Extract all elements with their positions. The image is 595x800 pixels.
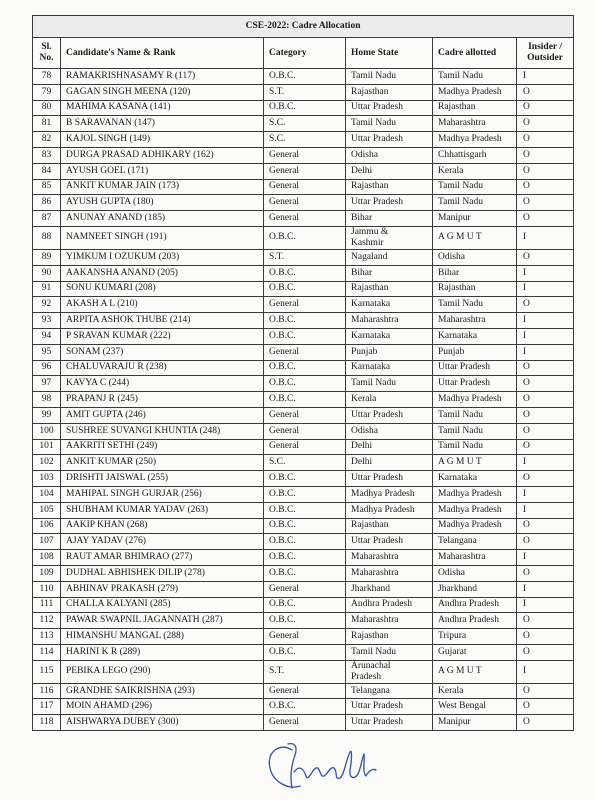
candidate-name-cell: YIMKUM I OZUKUM (203)	[61, 249, 264, 265]
cadre-allotted-cell: Madhya Pradesh	[433, 518, 517, 534]
home-state-cell: Uttar Pradesh	[346, 534, 433, 550]
insider-outsider-cell: O	[517, 116, 574, 132]
home-state-cell: Rajasthan	[346, 518, 433, 534]
insider-outsider-cell: I	[517, 581, 574, 597]
home-state-cell: Odisha	[346, 423, 433, 439]
category-cell: O.B.C.	[264, 502, 346, 518]
home-state-cell: Delhi	[346, 439, 433, 455]
table-row	[33, 581, 574, 597]
header-cadre-allotted: Cadre allotted	[433, 38, 517, 69]
home-state-cell: Tamil Nadu	[346, 69, 433, 85]
insider-outsider-cell: O	[517, 534, 574, 550]
table-row	[33, 455, 574, 471]
sl-no-cell: 78	[33, 69, 61, 85]
table-row	[33, 550, 574, 566]
category-cell: O.B.C.	[264, 226, 346, 249]
home-state-cell: Delhi	[346, 455, 433, 471]
sl-no-cell: 94	[33, 328, 61, 344]
candidate-name-cell: MAHIMA KASANA (141)	[61, 100, 264, 116]
cadre-allotted-cell: Tamil Nadu	[433, 195, 517, 211]
insider-outsider-cell: O	[517, 179, 574, 195]
category-cell: General	[264, 407, 346, 423]
candidate-name-cell: DUDHAL ABHISHEK DILIP (278)	[61, 565, 264, 581]
table-row	[33, 344, 574, 360]
category-cell: O.B.C.	[264, 550, 346, 566]
home-state-cell: Kerala	[346, 392, 433, 408]
cadre-allotted-cell: Tamil Nadu	[433, 179, 517, 195]
home-state-cell: Telangana	[346, 683, 433, 699]
candidate-name-cell: KAVYA C (244)	[61, 376, 264, 392]
insider-outsider-cell: O	[517, 439, 574, 455]
cadre-allotted-cell: Tamil Nadu	[433, 297, 517, 313]
sl-no-cell: 100	[33, 423, 61, 439]
home-state-cell: Uttar Pradesh	[346, 471, 433, 487]
insider-outsider-cell: I	[517, 597, 574, 613]
cadre-allotted-cell: Tamil Nadu	[433, 423, 517, 439]
home-state-cell: Jharkhand	[346, 581, 433, 597]
home-state-cell: Maharashtra	[346, 313, 433, 329]
insider-outsider-cell: O	[517, 407, 574, 423]
home-state-cell: Tamil Nadu	[346, 116, 433, 132]
candidate-name-cell: ANUNAY ANAND (185)	[61, 211, 264, 227]
home-state-cell: Madhya Pradesh	[346, 486, 433, 502]
sl-no-cell: 87	[33, 211, 61, 227]
table-row	[33, 407, 574, 423]
candidate-name-cell: HIMANSHU MANGAL (288)	[61, 629, 264, 645]
insider-outsider-cell: O	[517, 163, 574, 179]
sl-no-cell: 104	[33, 486, 61, 502]
sl-no-cell: 95	[33, 344, 61, 360]
sl-no-cell: 103	[33, 471, 61, 487]
home-state-cell: Karnataka	[346, 328, 433, 344]
sl-no-cell: 91	[33, 281, 61, 297]
insider-outsider-cell: O	[517, 518, 574, 534]
table-row	[33, 84, 574, 100]
candidate-name-cell: ABHINAV PRAKASH (279)	[61, 581, 264, 597]
category-cell: O.B.C.	[264, 699, 346, 715]
home-state-cell: Tamil Nadu	[346, 644, 433, 660]
candidate-name-cell: CHALUVARAJU R (238)	[61, 360, 264, 376]
category-cell: General	[264, 297, 346, 313]
candidate-name-cell: AAKANSHA ANAND (205)	[61, 265, 264, 281]
sl-no-cell: 89	[33, 249, 61, 265]
insider-outsider-cell: O	[517, 683, 574, 699]
insider-outsider-cell: I	[517, 281, 574, 297]
home-state-cell: Bihar	[346, 265, 433, 281]
home-state-cell: Uttar Pradesh	[346, 195, 433, 211]
category-cell: General	[264, 211, 346, 227]
home-state-cell: Karnataka	[346, 297, 433, 313]
home-state-cell: Delhi	[346, 163, 433, 179]
sl-no-cell: 111	[33, 597, 61, 613]
sl-no-cell: 99	[33, 407, 61, 423]
candidate-name-cell: SHUBHAM KUMAR YADAV (263)	[61, 502, 264, 518]
cadre-allotted-cell: Punjab	[433, 344, 517, 360]
candidate-name-cell: MOIN AHAMD (296)	[61, 699, 264, 715]
category-cell: O.B.C.	[264, 392, 346, 408]
cadre-allotted-cell: Jharkhand	[433, 581, 517, 597]
cadre-allotted-cell: Karnataka	[433, 328, 517, 344]
cadre-allotted-cell: Chhattisgarh	[433, 147, 517, 163]
table-row	[33, 297, 574, 313]
insider-outsider-cell: I	[517, 486, 574, 502]
cadre-allotted-cell: Telangana	[433, 534, 517, 550]
table-row	[33, 226, 574, 249]
cadre-allotted-cell: West Bengal	[433, 699, 517, 715]
table-row	[33, 715, 574, 731]
insider-outsider-cell: O	[517, 297, 574, 313]
category-cell: O.B.C.	[264, 100, 346, 116]
category-cell: O.B.C.	[264, 376, 346, 392]
cadre-allotted-cell: Manipur	[433, 211, 517, 227]
home-state-cell: Bihar	[346, 211, 433, 227]
candidate-name-cell: HARINI K R (289)	[61, 644, 264, 660]
header-candidate-name: Candidate's Name & Rank	[61, 38, 264, 69]
sl-no-cell: 90	[33, 265, 61, 281]
table-row	[33, 265, 574, 281]
category-cell: O.B.C.	[264, 265, 346, 281]
insider-outsider-cell: I	[517, 328, 574, 344]
table-row	[33, 518, 574, 534]
insider-outsider-cell: O	[517, 392, 574, 408]
sl-no-cell: 79	[33, 84, 61, 100]
category-cell: O.B.C.	[264, 486, 346, 502]
insider-outsider-cell: O	[517, 249, 574, 265]
category-cell: General	[264, 163, 346, 179]
cadre-allotted-cell: Tamil Nadu	[433, 69, 517, 85]
home-state-cell: Uttar Pradesh	[346, 715, 433, 731]
sl-no-cell: 88	[33, 226, 61, 249]
sl-no-cell: 109	[33, 565, 61, 581]
insider-outsider-cell: I	[517, 226, 574, 249]
category-cell: S.T.	[264, 660, 346, 683]
cadre-allotted-cell: A G M U T	[433, 226, 517, 249]
candidate-name-cell: AAKRITI SETHI (249)	[61, 439, 264, 455]
cadre-allotted-cell: Gujarat	[433, 644, 517, 660]
table-row	[33, 313, 574, 329]
candidate-name-cell: AYUSH GOEL (171)	[61, 163, 264, 179]
sl-no-cell: 85	[33, 179, 61, 195]
cadre-allotted-cell: Andhra Pradesh	[433, 613, 517, 629]
home-state-cell: Uttar Pradesh	[346, 132, 433, 148]
sl-no-cell: 102	[33, 455, 61, 471]
table-row	[33, 534, 574, 550]
category-cell: O.B.C.	[264, 69, 346, 85]
home-state-cell: Rajasthan	[346, 281, 433, 297]
sl-no-cell: 114	[33, 644, 61, 660]
candidate-name-cell: ANKIT KUMAR (250)	[61, 455, 264, 471]
insider-outsider-cell: O	[517, 211, 574, 227]
sl-no-cell: 96	[33, 360, 61, 376]
home-state-cell: Uttar Pradesh	[346, 407, 433, 423]
candidate-name-cell: PAWAR SWAPNIL JAGANNATH (287)	[61, 613, 264, 629]
sl-no-cell: 106	[33, 518, 61, 534]
candidate-name-cell: AJAY YADAV (276)	[61, 534, 264, 550]
cadre-allotted-cell: Madhya Pradesh	[433, 502, 517, 518]
table-row	[33, 699, 574, 715]
sl-no-cell: 83	[33, 147, 61, 163]
table-row	[33, 502, 574, 518]
insider-outsider-cell: O	[517, 471, 574, 487]
category-cell: O.B.C.	[264, 313, 346, 329]
category-cell: O.B.C.	[264, 597, 346, 613]
category-cell: General	[264, 629, 346, 645]
cadre-allotted-cell: Kerala	[433, 683, 517, 699]
cadre-allotted-cell: Karnataka	[433, 471, 517, 487]
category-cell: General	[264, 179, 346, 195]
table-row	[33, 328, 574, 344]
table-row	[33, 629, 574, 645]
sl-no-cell: 84	[33, 163, 61, 179]
table-row	[33, 179, 574, 195]
insider-outsider-cell: O	[517, 644, 574, 660]
table-row	[33, 660, 574, 683]
table-row	[33, 360, 574, 376]
table-row	[33, 565, 574, 581]
category-cell: S.C.	[264, 132, 346, 148]
cadre-allotted-cell: Maharashtra	[433, 550, 517, 566]
candidate-name-cell: PRAPANJ R (245)	[61, 392, 264, 408]
candidate-name-cell: CHALLA KALYANI (285)	[61, 597, 264, 613]
category-cell: General	[264, 439, 346, 455]
table-row	[33, 613, 574, 629]
home-state-cell: Punjab	[346, 344, 433, 360]
home-state-cell: Tamil Nadu	[346, 376, 433, 392]
home-state-cell: Maharashtra	[346, 613, 433, 629]
cadre-allotted-cell: Tamil Nadu	[433, 439, 517, 455]
table-row	[33, 644, 574, 660]
candidate-name-cell: RAUT AMAR BHIMRAO (277)	[61, 550, 264, 566]
category-cell: General	[264, 344, 346, 360]
header-home-state: Home State	[346, 38, 433, 69]
home-state-cell: Andhra Pradesh	[346, 597, 433, 613]
table-body	[33, 69, 574, 731]
insider-outsider-cell: O	[517, 132, 574, 148]
cadre-allotted-cell: A G M U T	[433, 455, 517, 471]
candidate-name-cell: RAMAKRISHNASAMY R (117)	[61, 69, 264, 85]
cadre-allocation-table	[32, 15, 574, 731]
insider-outsider-cell: O	[517, 699, 574, 715]
category-cell: General	[264, 423, 346, 439]
candidate-name-cell: AISHWARYA DUBEY (300)	[61, 715, 264, 731]
table-row	[33, 163, 574, 179]
category-cell: O.B.C.	[264, 534, 346, 550]
home-state-cell: Rajasthan	[346, 629, 433, 645]
candidate-name-cell: MAHIPAL SINGH GURJAR (256)	[61, 486, 264, 502]
table-row	[33, 376, 574, 392]
insider-outsider-cell: I	[517, 265, 574, 281]
category-cell: O.B.C.	[264, 644, 346, 660]
sl-no-cell: 113	[33, 629, 61, 645]
home-state-cell: Odisha	[346, 147, 433, 163]
table-row	[33, 211, 574, 227]
category-cell: O.B.C.	[264, 360, 346, 376]
category-cell: General	[264, 683, 346, 699]
header-category: Category	[264, 38, 346, 69]
category-cell: O.B.C.	[264, 613, 346, 629]
category-cell: S.T.	[264, 249, 346, 265]
cadre-allotted-cell: Madhya Pradesh	[433, 84, 517, 100]
home-state-cell: Uttar Pradesh	[346, 699, 433, 715]
cadre-allotted-cell: Tamil Nadu	[433, 407, 517, 423]
category-cell: S.T.	[264, 84, 346, 100]
home-state-cell: Nagaland	[346, 249, 433, 265]
sl-no-cell: 108	[33, 550, 61, 566]
home-state-cell: Maharashtra	[346, 550, 433, 566]
home-state-cell: Arunachal Pradesh	[346, 660, 433, 683]
table-row	[33, 683, 574, 699]
category-cell: General	[264, 195, 346, 211]
sl-no-cell: 107	[33, 534, 61, 550]
candidate-name-cell: AAKIP KHAN (268)	[61, 518, 264, 534]
sl-no-cell: 112	[33, 613, 61, 629]
sl-no-cell: 116	[33, 683, 61, 699]
header-insider-outsider: Insider / Outsider	[517, 38, 574, 69]
cadre-allotted-cell: A G M U T	[433, 660, 517, 683]
insider-outsider-cell: I	[517, 344, 574, 360]
candidate-name-cell: ANKIT KUMAR JAIN (173)	[61, 179, 264, 195]
cadre-allotted-cell: Rajasthan	[433, 281, 517, 297]
insider-outsider-cell: O	[517, 715, 574, 731]
insider-outsider-cell: O	[517, 195, 574, 211]
sl-no-cell: 81	[33, 116, 61, 132]
sl-no-cell: 110	[33, 581, 61, 597]
candidate-name-cell: NAMNEET SINGH (191)	[61, 226, 264, 249]
candidate-name-cell: PEBIKA LEGO (290)	[61, 660, 264, 683]
insider-outsider-cell: O	[517, 629, 574, 645]
sl-no-cell: 86	[33, 195, 61, 211]
table-row	[33, 423, 574, 439]
sl-no-cell: 117	[33, 699, 61, 715]
table-row	[33, 249, 574, 265]
insider-outsider-cell: O	[517, 613, 574, 629]
candidate-name-cell: AKASH A L (210)	[61, 297, 264, 313]
cadre-allotted-cell: Odisha	[433, 565, 517, 581]
category-cell: General	[264, 147, 346, 163]
insider-outsider-cell: O	[517, 376, 574, 392]
category-cell: O.B.C.	[264, 281, 346, 297]
table-row	[33, 439, 574, 455]
cadre-allotted-cell: Andhra Pradesh	[433, 597, 517, 613]
insider-outsider-cell: O	[517, 100, 574, 116]
table-row	[33, 281, 574, 297]
table-row	[33, 69, 574, 85]
sl-no-cell: 101	[33, 439, 61, 455]
table-title: CSE-2022: Cadre Allocation	[33, 16, 574, 38]
cadre-allotted-cell: Uttar Pradesh	[433, 360, 517, 376]
cadre-allotted-cell: Kerala	[433, 163, 517, 179]
table-row	[33, 486, 574, 502]
insider-outsider-cell: I	[517, 502, 574, 518]
table-row	[33, 147, 574, 163]
sl-no-cell: 93	[33, 313, 61, 329]
table-header-row	[33, 38, 574, 69]
home-state-cell: Rajasthan	[346, 179, 433, 195]
sl-no-cell: 82	[33, 132, 61, 148]
category-cell: O.B.C.	[264, 328, 346, 344]
insider-outsider-cell: O	[517, 423, 574, 439]
insider-outsider-cell: I	[517, 455, 574, 471]
sl-no-cell: 92	[33, 297, 61, 313]
candidate-name-cell: DURGA PRASAD ADHIKARY (162)	[61, 147, 264, 163]
insider-outsider-cell: I	[517, 660, 574, 683]
cadre-allotted-cell: Maharashtra	[433, 116, 517, 132]
cadre-allotted-cell: Bihar	[433, 265, 517, 281]
candidate-name-cell: P SRAVAN KUMAR (222)	[61, 328, 264, 344]
home-state-cell: Madhya Pradesh	[346, 502, 433, 518]
candidate-name-cell: SONAM (237)	[61, 344, 264, 360]
cadre-allotted-cell: Madhya Pradesh	[433, 392, 517, 408]
category-cell: O.B.C.	[264, 471, 346, 487]
sl-no-cell: 118	[33, 715, 61, 731]
insider-outsider-cell: I	[517, 69, 574, 85]
cadre-allotted-cell: Madhya Pradesh	[433, 486, 517, 502]
home-state-cell: Maharashtra	[346, 565, 433, 581]
table-title-row	[33, 16, 574, 38]
candidate-name-cell: B SARAVANAN (147)	[61, 116, 264, 132]
category-cell: O.B.C.	[264, 518, 346, 534]
category-cell: S.C.	[264, 455, 346, 471]
candidate-name-cell: GRANDHE SAIKRISHNA (293)	[61, 683, 264, 699]
sl-no-cell: 98	[33, 392, 61, 408]
home-state-cell: Uttar Pradesh	[346, 100, 433, 116]
table-row	[33, 132, 574, 148]
home-state-cell: Karnataka	[346, 360, 433, 376]
cadre-allotted-cell: Maharashtra	[433, 313, 517, 329]
cadre-allotted-cell: Tripura	[433, 629, 517, 645]
candidate-name-cell: ARPITA ASHOK THUBE (214)	[61, 313, 264, 329]
cadre-allotted-cell: Rajasthan	[433, 100, 517, 116]
insider-outsider-cell: O	[517, 84, 574, 100]
insider-outsider-cell: O	[517, 565, 574, 581]
candidate-name-cell: AYUSH GUPTA (180)	[61, 195, 264, 211]
table-row	[33, 116, 574, 132]
table-row	[33, 597, 574, 613]
category-cell: General	[264, 715, 346, 731]
table-row	[33, 392, 574, 408]
category-cell: General	[264, 581, 346, 597]
candidate-name-cell: SONU KUMARI (208)	[61, 281, 264, 297]
candidate-name-cell: DRISHTI JAISWAL (255)	[61, 471, 264, 487]
cadre-allotted-cell: Madhya Pradesh	[433, 132, 517, 148]
insider-outsider-cell: O	[517, 147, 574, 163]
cadre-allotted-cell: Uttar Pradesh	[433, 376, 517, 392]
home-state-cell: Jammu & Kashmir	[346, 226, 433, 249]
header-sl-no: Sl. No.	[33, 38, 61, 69]
sl-no-cell: 80	[33, 100, 61, 116]
table-row	[33, 195, 574, 211]
candidate-name-cell: AMIT GUPTA (246)	[61, 407, 264, 423]
home-state-cell: Rajasthan	[346, 84, 433, 100]
sl-no-cell: 115	[33, 660, 61, 683]
cadre-allotted-cell: Odisha	[433, 249, 517, 265]
sl-no-cell: 105	[33, 502, 61, 518]
candidate-name-cell: KAJOL SINGH (149)	[61, 132, 264, 148]
category-cell: O.B.C.	[264, 565, 346, 581]
insider-outsider-cell: I	[517, 550, 574, 566]
candidate-name-cell: SUSHREE SUVANGI KHUNTIA (248)	[61, 423, 264, 439]
table-row	[33, 100, 574, 116]
signature-strokes	[269, 744, 376, 788]
category-cell: S.C.	[264, 116, 346, 132]
insider-outsider-cell: I	[517, 313, 574, 329]
cadre-allotted-cell: Manipur	[433, 715, 517, 731]
sl-no-cell: 97	[33, 376, 61, 392]
table-row	[33, 471, 574, 487]
candidate-name-cell: GAGAN SINGH MEENA (120)	[61, 84, 264, 100]
insider-outsider-cell: O	[517, 360, 574, 376]
